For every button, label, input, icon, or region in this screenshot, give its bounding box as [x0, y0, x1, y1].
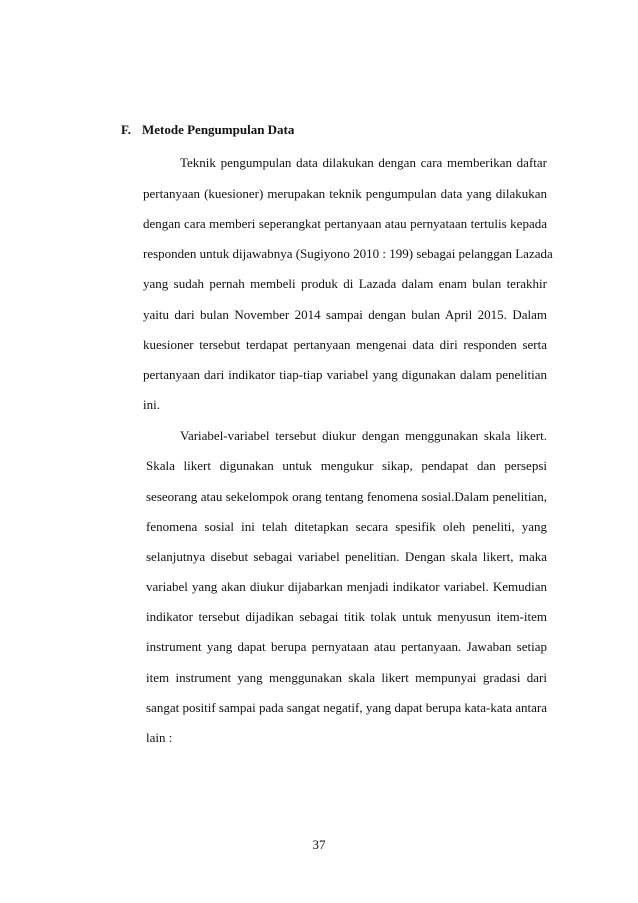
- paragraph-1-line: dengan cara memberi seperangkat pertanyaan atau pernyataan tertulis kepada: [143, 216, 547, 231]
- paragraph-2-line: selanjutnya disebut sebagai variabel penelitian. Dengan skala likert, maka: [146, 549, 547, 564]
- paragraph-1-line: responden untuk dijawabnya (Sugiyono 2010 : 199) sebagai pelanggan Lazada: [143, 246, 553, 261]
- paragraph-2-line: item instrument yang menggunakan skala likert mempunyai gradasi dari: [146, 670, 547, 685]
- paragraph-1-line: Teknik pengumpulan data dilakukan dengan cara memberikan daftar: [180, 155, 547, 170]
- paragraph-2-line: fenomena sosial ini telah ditetapkan secara spesifik oleh peneliti, yang: [146, 519, 547, 534]
- paragraph-2-line: seseorang atau sekelompok orang tentang fenomena sosial.Dalam penelitian,: [146, 489, 547, 504]
- page-number: 37: [312, 837, 326, 852]
- paragraph-2-line: Variabel-variabel tersebut diukur dengan menggunakan skala likert.: [180, 428, 547, 443]
- paragraph-2-line: indikator tersebut dijadikan sebagai titik tolak untuk menyusun item-item: [146, 609, 547, 624]
- paragraph-2-line: Skala likert digunakan untuk mengukur sikap, pendapat dan persepsi: [146, 458, 547, 473]
- paragraph-2-line: lain :: [146, 730, 173, 745]
- paragraph-1-line: pertanyaan (kuesioner) merupakan teknik pengumpulan data yang dilakukan: [143, 186, 547, 201]
- paragraph-1-line: yang sudah pernah membeli produk di Lazada dalam enam bulan terakhir: [143, 276, 547, 291]
- paragraph-2-line: instrument yang dapat berupa pernyataan atau pertanyaan. Jawaban setiap: [146, 639, 547, 654]
- paragraph-1-line: pertanyaan dari indikator tiap-tiap variabel yang digunakan dalam penelitian: [143, 367, 547, 382]
- section-title: Metode Pengumpulan Data: [142, 122, 295, 137]
- paragraph-2-line: variabel yang akan diukur dijabarkan menjadi indikator variabel. Kemudian: [146, 579, 547, 594]
- section-heading: [121, 122, 294, 138]
- paragraph-2-line: sangat positif sampai pada sangat negatif, yang dapat berupa kata-kata antara: [146, 700, 548, 715]
- paragraph-1-line: yaitu dari bulan November 2014 sampai dengan bulan April 2015. Dalam: [143, 307, 547, 322]
- paragraph-1-line: ini.: [143, 397, 160, 412]
- section-number: F.: [121, 122, 131, 137]
- paragraph-1-line: kuesioner tersebut terdapat pertanyaan mengenai data diri responden serta: [143, 337, 547, 352]
